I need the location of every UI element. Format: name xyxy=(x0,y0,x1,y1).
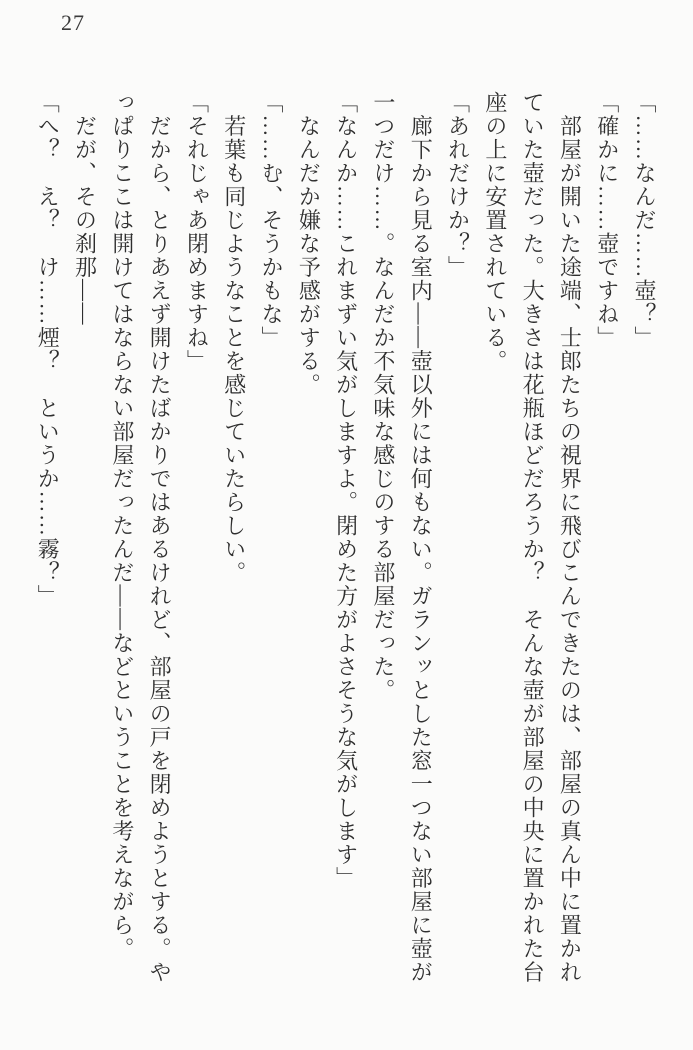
text-line: 「なんか……これまずい気がしますよ。閉めた方がよさそうな気がします」 xyxy=(333,91,359,890)
text-line: 廊下から見る室内――壺以外には何もない。ガランッとした窓一つない部屋に壺が xyxy=(408,91,434,984)
text-line: ていた壺だった。大きさは花瓶ほどだろうか？ そんな壺が部屋の中央に置かれた台 xyxy=(520,91,546,984)
text-line: 座の上に安置されている。 xyxy=(482,91,508,373)
vertical-text-block xyxy=(29,91,663,996)
text-line: 「あれだけか？」 xyxy=(445,91,471,279)
text-line: 「確かに……壺ですね」 xyxy=(594,91,620,350)
text-line: 「それじゃあ閉めますね」 xyxy=(184,91,210,373)
text-line: っぱりここは開けてはならない部屋だったんだ――などということを考えながら。 xyxy=(109,91,135,961)
text-line: 「……なんだ……壺？」 xyxy=(632,91,657,350)
text-line: 部屋が開いた途端、士郎たちの視界に飛びこんできたのは、部屋の真ん中に置かれ xyxy=(557,91,583,984)
page-number: 27 xyxy=(61,10,85,35)
text-line: 「……む、そうかもな」 xyxy=(259,91,285,350)
text-line: なんだか嫌な予感がする。 xyxy=(296,91,322,397)
text-line: だが、その刹那―― xyxy=(72,91,98,326)
text-line: 「へ？ え？ け……煙？ というか……霧？」 xyxy=(35,91,61,608)
text-line: だから、とりあえず開けたばかりではあるけれど、部屋の戸を閉めようとする。や xyxy=(147,91,173,984)
text-line: 若葉も同じようなことを感じていたらしい。 xyxy=(221,91,247,585)
text-line: 一つだけ……。なんだか不気味な感じのする部屋だった。 xyxy=(370,91,396,702)
